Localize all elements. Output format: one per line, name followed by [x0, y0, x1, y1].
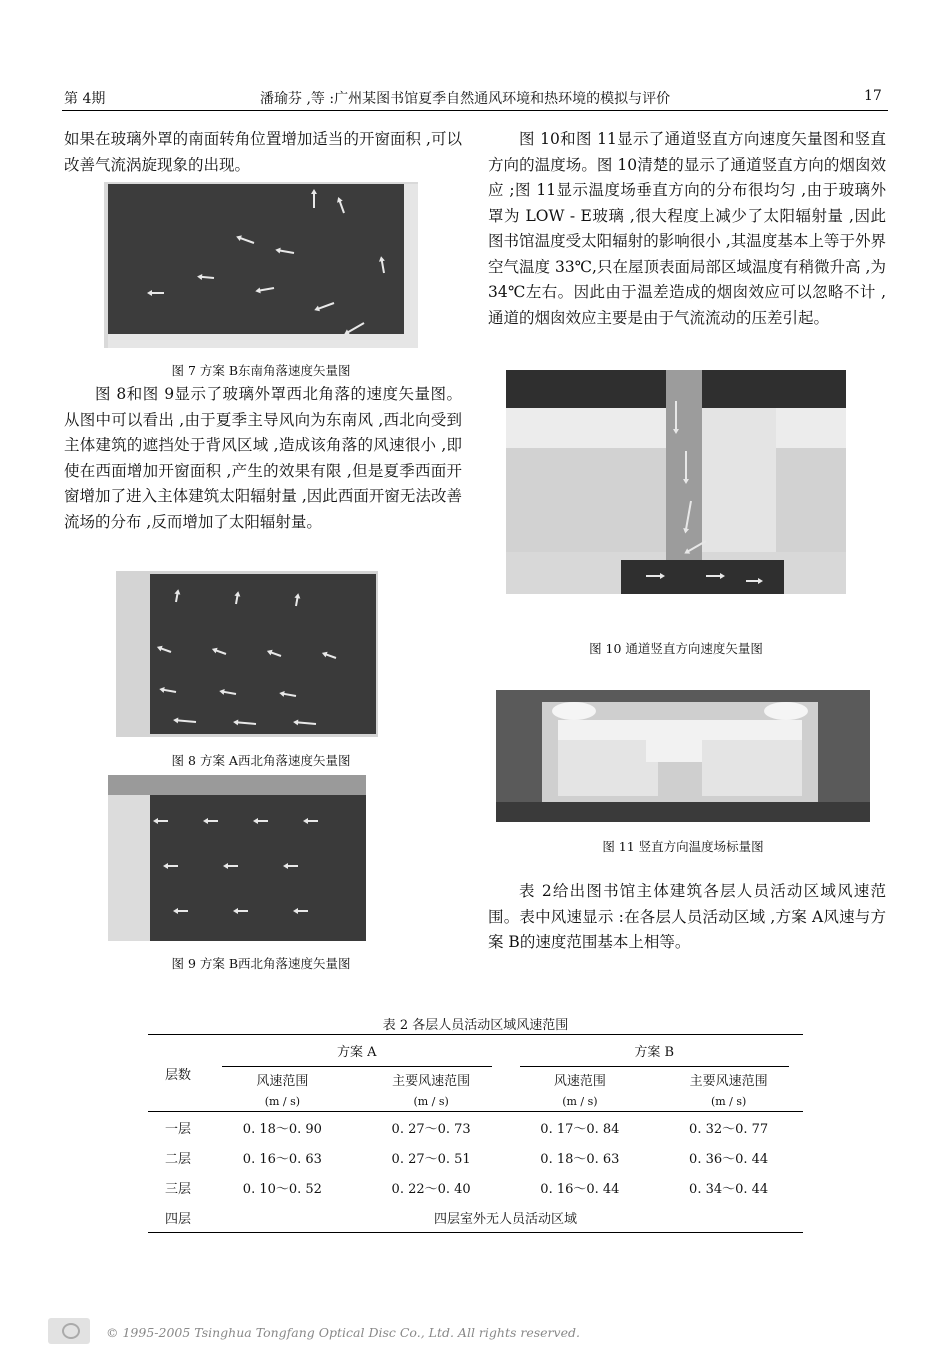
unit-a1: (m / s): [264, 1094, 301, 1108]
figure-7: [104, 182, 418, 348]
col-speed-a: 风速范围: [256, 1073, 309, 1089]
figure-7-caption: 图 7 方案 B东南角落速度矢量图: [171, 363, 351, 378]
right-para-1: 图 10和图 11显示了通道竖直方向速度矢量图和竖直方向的温度场。图 10清楚的显示了通道竖直方向的烟囱效应 ;图 11显示温度场垂直方向的分布很均匀 ,由于玻璃外罩为 LOW - E玻璃 ,很大程度上减少了太阳辐射量 ,因此图书馆温度受太阳辐射的影响很小 ,其温度基本上等于外界空气温度 33℃,只在屋顶表面局部区域温度有稍微升高 ,为 34℃左右。因此由于温差造成的烟囱效应可以忽略不计 ,通道的烟囱效应主要是由于气流流动的压差引起。: [488, 130, 886, 327]
table-row: 四层 四层室外无人员活动区域: [148, 1202, 803, 1233]
figure-8-caption: 图 8 方案 A西北角落速度矢量图: [171, 753, 351, 768]
left-para-2: 图 8和图 9显示了玻璃外罩西北角落的速度矢量图。从图中可以看出 ,由于夏季主导风向为东南风 ,西北向受到主体建筑的遮挡处于背风区域 ,造成该角落的风速很小 ,即使在西面增加开窗面积 ,产生的效果有限 ,但是夏季西面开窗增加了进入主体建筑太阳辐射量 ,因此西面开窗无法改善流场的分布 ,反而增加了太阳辐射量。: [64, 385, 462, 531]
page-number: 17: [864, 88, 882, 104]
table-2: [148, 1034, 803, 1233]
col-speed-b: 风速范围: [553, 1073, 606, 1089]
figure-9: [108, 775, 366, 941]
header-rule: [62, 110, 888, 111]
copyright-footer: © 1995-2005 Tsinghua Tongfang Optical Disc Co., Ltd. All rights reserved.: [106, 1325, 580, 1340]
table-2-caption: 表 2 各层人员活动区域风速范围: [382, 1018, 569, 1033]
figure-11: [496, 690, 870, 822]
running-title: 潘瑜芬 ,等 :广州某图书馆夏季自然通风环境和热环境的模拟与评价: [260, 91, 671, 107]
unit-b2: (m / s): [710, 1094, 747, 1108]
figure-10: [506, 370, 846, 594]
figure-8: [116, 571, 378, 737]
figure-11-caption: 图 11 竖直方向温度场标量图: [602, 839, 764, 854]
scheme-a-header: 方案 A: [208, 1035, 506, 1068]
col-main-speed-a: 主要风速范围: [392, 1073, 471, 1089]
row-header: 层数: [164, 1067, 191, 1083]
table-row: 一层 0. 18～0. 90 0. 27～0. 73 0. 17～0. 84 0. 32～0. 77: [164, 1121, 769, 1137]
unit-a2: (m / s): [413, 1094, 449, 1108]
col-main-speed-b: 主要风速范围: [689, 1073, 768, 1089]
publisher-logo: [48, 1318, 90, 1344]
figure-10-caption: 图 10 通道竖直方向速度矢量图: [589, 641, 763, 656]
journal-issue: 第 4期: [64, 91, 106, 107]
right-para-2: 表 2给出图书馆主体建筑各层人员活动区域风速范围。表中风速显示 :在各层人员活动区域 ,方案 A风速与方案 B的速度范围基本上相等。: [488, 882, 886, 951]
table-row: 二层 0. 16～0. 63 0. 27～0. 51 0. 18～0. 63 0. 36～0. 44: [164, 1151, 769, 1167]
unit-b1: (m / s): [562, 1094, 598, 1108]
left-para-1: 如果在玻璃外罩的南面转角位置增加适当的开窗面积 ,可以改善气流涡旋现象的出现。: [64, 130, 462, 174]
table-row: 三层 0. 10～0. 52 0. 22～0. 40 0. 16～0. 44 0. 34～0. 44: [164, 1181, 769, 1197]
scheme-b-header: 方案 B: [506, 1035, 804, 1068]
figure-9-caption: 图 9 方案 B西北角落速度矢量图: [171, 956, 351, 971]
